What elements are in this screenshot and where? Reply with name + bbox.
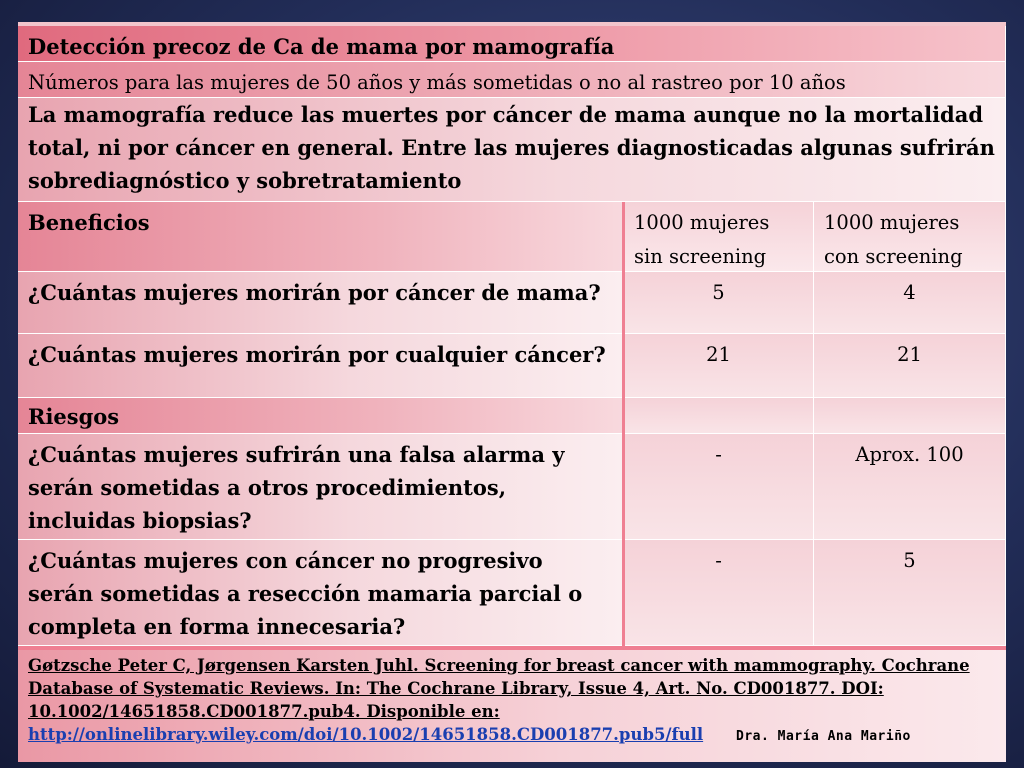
table-row-question: ¿Cuántas mujeres sufrirán una falsa alarma y serán sometidas a otros procedimientos, incluidas biopsias? (18, 434, 624, 540)
table-row-value-without: - (624, 434, 814, 540)
table-row-value-with: 4 (814, 272, 1006, 334)
risks-header: Riesgos (18, 398, 624, 434)
table-row-question: ¿Cuántas mujeres morirán por cáncer de mama? (18, 272, 624, 334)
risks-empty-cell (624, 398, 814, 434)
reference-text: Gøtzsche Peter C, Jørgensen Karsten Juhl. Screening for breast cancer with mammography. Cochrane Database of Systematic Reviews. In: The Cochrane Library, Issue 4, Art. No. CD001877. DOI: 10.1002/14651858.CD001877.pub4. Disponible en: (28, 656, 970, 721)
reference-link[interactable]: http://onlinelibrary.wiley.com/doi/10.1002/14651858.CD001877.pub5/full (28, 725, 704, 744)
table-row-question: ¿Cuántas mujeres morirán por cualquier cáncer? (18, 334, 624, 398)
table-row-value-without: 21 (624, 334, 814, 398)
table-title: Detección precoz de Ca de mama por mamografía (18, 26, 1006, 62)
table-row-value-with: Aprox. 100 (814, 434, 1006, 540)
table-row-question: ¿Cuántas mujeres con cáncer no progresivo serán sometidas a resección mamaria parcial o completa en forma innecesaria? (18, 540, 624, 646)
summary-text: La mamografía reduce las muertes por cáncer de mama aunque no la mortalidad total, ni por cáncer en general. Entre las mujeres diagnosticadas algunas sufrirán sobrediagnóstico y sobretratamiento (18, 98, 1006, 202)
col-header-without-screening: 1000 mujeres sin screening (624, 202, 814, 272)
table-row-value-with: 5 (814, 540, 1006, 646)
benefits-header: Beneficios (18, 202, 624, 272)
risks-empty-cell (814, 398, 1006, 434)
table-subtitle: Números para las mujeres de 50 años y más sometidas o no al rastreo por 10 años (18, 62, 1006, 98)
table-row-value-with: 21 (814, 334, 1006, 398)
table-row-value-without: 5 (624, 272, 814, 334)
col-header-with-screening: 1000 mujeres con screening (814, 202, 1006, 272)
reference-block (18, 646, 1006, 762)
author-credit: Dra. María Ana Mariño (736, 729, 911, 744)
table-row-value-without: - (624, 540, 814, 646)
column-divider (622, 202, 625, 646)
